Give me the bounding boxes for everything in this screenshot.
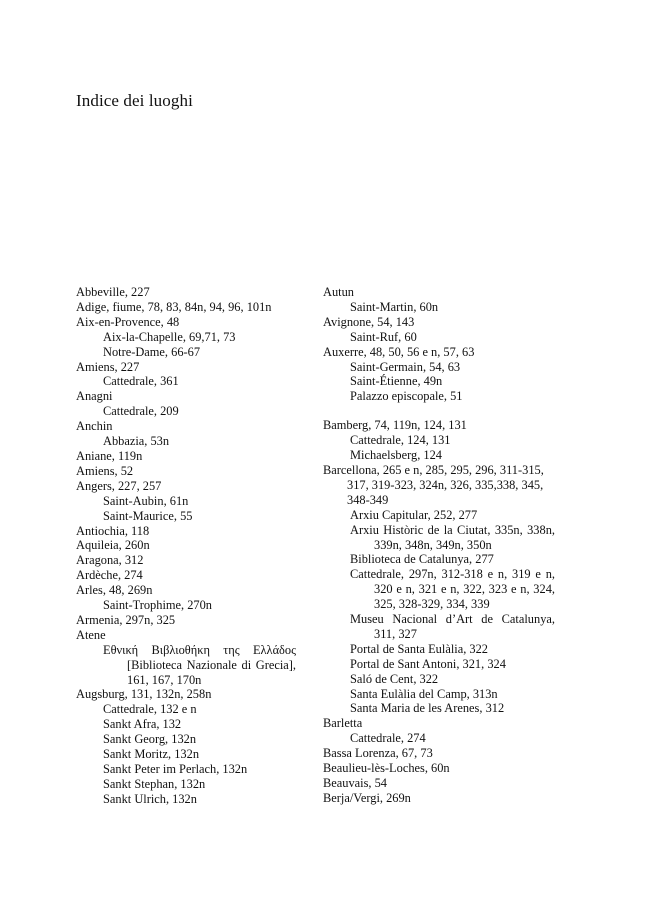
index-entry: Arles, 48, 269n: [76, 583, 153, 598]
index-subentry: Sankt Peter im Perlach, 132n: [103, 762, 248, 776]
index-entry: Aquileia, 260n: [76, 538, 150, 553]
index-entry: Beauvais, 54: [323, 776, 388, 790]
index-subentry: Cattedrale, 132 e n: [103, 702, 197, 717]
index-entry: Aix-en-Provence, 48: [76, 314, 180, 329]
index-subentry: Saint-Trophime, 270n: [103, 598, 212, 613]
index-subentry: Portal de Sant Antoni, 321, 324: [350, 656, 506, 671]
index-entry: Bassa Lorenza, 67, 73: [323, 746, 433, 761]
index-entry: Aragona, 312: [76, 553, 144, 568]
index-subentry: Sankt Afra, 132: [103, 717, 182, 732]
index-subentry: Saló de Cent, 322: [350, 671, 439, 686]
index-subentry: Palazzo episcopale, 51: [350, 389, 463, 404]
index-entry: Anchin: [76, 419, 113, 434]
index-subentry: Aix-la-Chapelle, 69,71, 73: [103, 329, 236, 344]
index-subentry: Cattedrale, 209: [103, 404, 179, 419]
index-entry: Berja/Vergi, 269n: [323, 790, 411, 805]
index-subentry: Saint-Étienne, 49n: [350, 374, 443, 389]
index-entry: Antiochia, 118: [76, 523, 150, 538]
index-entry: Autun: [323, 285, 354, 299]
index-subentry: Arxiu Històric de la Ciutat, 335n, 338n, 339n, 348n, 349n, 350n: [350, 522, 555, 552]
index-entry: Barcellona, 265 e n, 285, 295, 296, 311-315, 317, 319-323, 324n, 326, 335,338, 345, 348-349: [323, 462, 544, 507]
index-entry: Avignone, 54, 143: [323, 314, 415, 329]
index-subentry: Abbazia, 53n: [103, 434, 170, 449]
index-entry: Auxerre, 48, 50, 56 e n, 57, 63: [323, 344, 475, 359]
index-subentry: Saint-Maurice, 55: [103, 508, 193, 523]
index-subentry: Notre-Dame, 66-67: [103, 344, 201, 359]
index-subentry: Biblioteca de Catalunya, 277: [350, 552, 494, 567]
index-subentry: Saint-Martin, 60n: [350, 299, 439, 314]
index-subentry: Saint-Aubin, 61n: [103, 493, 189, 508]
index-entry: Bamberg, 74, 119n, 124, 131: [323, 418, 467, 433]
index-subentry: Saint-Ruf, 60: [350, 329, 417, 344]
index-subentry: Santa Eulàlia del Camp, 313n: [350, 686, 498, 701]
index-subentry: Michaelsberg, 124: [350, 448, 442, 463]
index-entry: Abbeville, 227: [76, 285, 150, 299]
index-subentry: Cattedrale, 124, 131: [350, 433, 451, 448]
index-entry: Beaulieu-lès-Loches, 60n: [323, 761, 450, 776]
index-subentry: Cattedrale, 297n, 312-318 e n, 319 e n, 320 e n, 321 e n, 322, 323 e n, 324, 325, 328-329, 334, 339: [350, 567, 555, 612]
index-subentry: Cattedrale, 361: [103, 374, 179, 389]
index-subentry: Santa Maria de les Arenes, 312: [350, 701, 505, 716]
index-subentry: Portal de Santa Eulàlia, 322: [350, 641, 488, 656]
index-subentry: Arxiu Capitular, 252, 277: [350, 507, 478, 522]
index-entry: Ardèche, 274: [76, 568, 143, 583]
index-entry: Armenia, 297n, 325: [76, 612, 176, 627]
index-subentry: Sankt Georg, 132n: [103, 732, 197, 747]
page-title: Indice dei luoghi: [76, 91, 193, 110]
index-subentry: Sankt Stephan, 132n: [103, 776, 206, 791]
index-entry: Anagni: [76, 389, 113, 404]
index-entry: Augsburg, 131, 132n, 258n: [76, 687, 212, 702]
index-entry: Angers, 227, 257: [76, 478, 162, 493]
index-subentry: Sankt Ulrich, 132n: [103, 791, 197, 806]
index-entry: Amiens, 227: [76, 359, 140, 374]
index-entry: Amiens, 52: [76, 463, 134, 478]
index-column-left: [76, 285, 296, 807]
index-subentry: Εθνική Βιβλιοθήκη της Ελλάδος [Biblioteca Nazionale di Grecia], 161, 167, 170n: [103, 642, 296, 687]
index-entry: Atene: [76, 627, 106, 642]
index-subentry: Cattedrale, 274: [350, 731, 426, 746]
index-entry: Barletta: [323, 716, 363, 731]
index-subentry: Museu Nacional d’Art de Catalunya, 311, 327: [350, 612, 555, 641]
index-subentry: Sankt Moritz, 132n: [103, 747, 200, 762]
index-entry: Adige, fiume, 78, 83, 84n, 94, 96, 101n: [76, 299, 272, 314]
index-column-right: [323, 285, 555, 806]
index-subentry: Saint-Germain, 54, 63: [350, 359, 461, 374]
index-entry: Aniane, 119n: [76, 448, 143, 463]
